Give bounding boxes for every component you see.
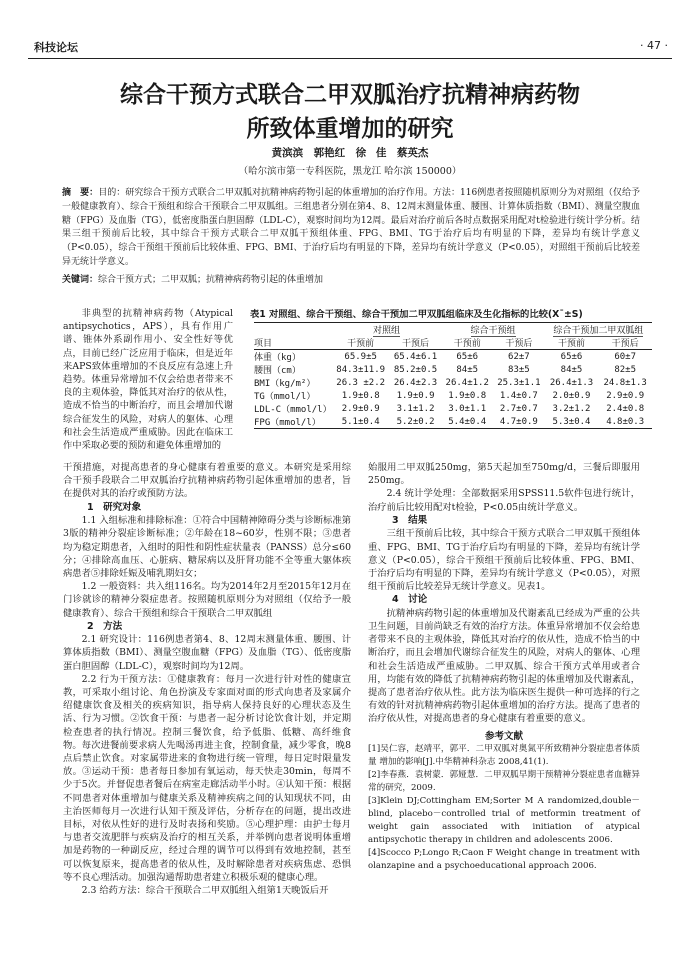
paragraph-1-1: 1.1 入组标准和排除标准：①符合中国精神障碍分类与诊断标准第3版的精神分裂症诊断标准；②年龄在18~60岁，性别不限；③患者均为稳定期患者，入组时的阳性和阴性症状量表（PANSS）总分≤60分；④排除高血压、心脏病、糖尿病以及肝肾功能不全等重大躯体疾病患者⑤排除妊娠及哺乳期妇女；	[63, 515, 351, 579]
table-corner	[254, 323, 332, 337]
abstract-label: 摘 要：	[62, 188, 99, 198]
group-combined-label: 综合干预加二甲双胍组	[553, 326, 644, 336]
reference-item: [4]Scocco P;Longo R;Caon F Weight change in treatment with olanzapine and a psychoeducational approach 2006.	[368, 847, 640, 871]
table-cell: 24.8±1.3	[603, 377, 647, 388]
table-cell: 85.2±0.5	[393, 364, 438, 375]
subhead: 干预前	[332, 336, 390, 350]
group-comprehensive-label: 综合干预组	[470, 326, 516, 336]
table-cell: 2.4±0.8	[606, 403, 645, 414]
paragraph-2-4: 2.4 统计学处理：全部数据采用SPSS11.5软件包进行统计，治疗前后比较用配对t检验，P<0.05由统计学意义。	[368, 488, 640, 513]
keywords	[62, 272, 640, 285]
table-cell: 84.3±11.9	[336, 364, 386, 375]
table-row	[254, 363, 652, 376]
title-line-1: 综合干预方式联合二甲双胍治疗抗精神病药物	[120, 82, 580, 108]
row-label: FPG（mmol/l）	[254, 415, 332, 429]
left-column	[63, 461, 351, 897]
title-line-2: 所致体重增加的研究	[246, 116, 454, 142]
table-cell: 26.4±1.2	[445, 377, 489, 388]
abstract	[62, 187, 640, 270]
authors: 黄滨滨 郭艳红 徐 佳 蔡英杰	[271, 147, 429, 159]
table-cell: 26.4±1.3	[549, 377, 594, 388]
group-header-combined	[545, 323, 652, 337]
table-cell: 5.1±0.4	[332, 415, 390, 429]
results-table	[254, 322, 652, 429]
table-cell: 4.7±0.9	[493, 415, 545, 429]
table-cell: 84±5	[456, 364, 479, 375]
section-heading-4: 4 讨论	[392, 594, 428, 606]
table-cell: 62±7	[508, 351, 530, 362]
table-cell: 2.9±0.9	[606, 390, 645, 401]
paragraph-2-3-continued: 始服用二甲双胍250mg，第5天起加至750mg/d，三餐后即服用250mg。	[368, 462, 640, 487]
table-cell: 3.0±1.1	[448, 403, 487, 414]
paragraph-3: 三组干预前后比较，其中综合干预方式联合二甲双胍干预组体重、FPG、BMI、TG于治疗后均有明显的下降，差异均有统计学意义（P<0.05），综合干预组干预前后比较体重、FPG、BMI、于治疗后均有明显的下降，差异均有统计学意义（P<0.05），对照组干预前后比较差异无统计学意义。见表1。	[368, 528, 640, 593]
right-column	[368, 461, 640, 873]
subhead: 干预前	[441, 336, 493, 350]
references-heading: 参考文献	[484, 730, 523, 742]
table-cell: 3.1±1.2	[396, 403, 435, 414]
section-heading-1: 1 研究对象	[87, 501, 142, 513]
intro-column	[63, 307, 233, 452]
table-cell: 65.9±5	[344, 351, 377, 362]
reference-item: [1]吴仁容，赵靖平，郭平．二甲双胍对奥氮平所致精神分裂症患者体质量 增加的影响[J].中华精神科杂志 2008,41(1).	[368, 743, 640, 767]
subhead: 干预后	[493, 336, 545, 350]
section-heading-3: 3 结果	[392, 514, 428, 526]
table-cell: 1.9±0.8	[448, 390, 487, 401]
group-header-control	[332, 323, 442, 337]
table-cell: 26.4±2.3	[393, 377, 438, 388]
table-cell: 60±7	[614, 351, 636, 362]
group-control-label: 对照组	[372, 326, 400, 336]
subhead: 干预后	[598, 336, 652, 350]
table-cell: 84±5	[560, 364, 583, 375]
table-row	[254, 402, 652, 415]
row-label: 腰围（cm）	[254, 366, 301, 376]
intro-paragraph: 非典型的抗精神病药物（Atypical antipsychotics，APS），具有作用广谱、锥体外系副作用小、安全性好等优点，目前已经广泛应用于临床，但是近年来APS致体重增加的不良反应有急速上升趋势。体重异常增加不仅会给患者带来不良的主观体验，降低其对治疗的依从性，造成不恰当的中断治疗，而且会增加代谢综合征发生的风险，对病人的躯体、心理和社会生活造成严重威胁。因此在临床工作中采取必要的预防和避免体重增加的	[63, 308, 233, 452]
table-cell: 25.3±1.1	[497, 377, 541, 388]
table-row	[254, 415, 652, 429]
table-cell: 65.4±6.1	[393, 351, 438, 362]
table-cell: 2.0±0.9	[552, 390, 591, 401]
table-row	[254, 350, 652, 364]
row-label: TG（mmol/l）	[254, 392, 316, 402]
item-header: 项目	[254, 336, 332, 350]
journal-name: 科技论坛	[34, 41, 78, 54]
running-header	[28, 38, 672, 59]
row-label: 体重（kg）	[254, 353, 301, 363]
table-cell: 5.4±0.4	[441, 415, 493, 429]
section-heading-2: 2 方法	[87, 620, 123, 632]
table-cell: 5.2±0.2	[390, 415, 442, 429]
affiliation: （哈尔滨市第一专科医院，黑龙江 哈尔滨 150000）	[238, 166, 462, 177]
paragraph-2-1: 2.1 研究设计：116例患者第4、8、12周末测量体重、腰围、计算体质指数（BMI）、测量空腹血糖（FPG）及血脂（TG）、低密度脂蛋白胆固醇（LDL-C），观察时间均为12周。	[63, 634, 351, 672]
abstract-text: 目的：研究综合干预方式联合二甲双胍对抗精神病药物引起的体重增加的治疗作用。方法：116例患者按照随机原则分为对照组（仅给予一般健康教育）、综合干预组和综合干预联合二甲双胍组。三组患者分别在第4、8、12周末测量体重、腰围、计算体质指数（BMI）、测量空腹血糖（FPG）及血脂（TG），低密度脂蛋白胆固醇（LDL-C），观察时间均为12周。最后对治疗前后各时点数据采用配对t检验进行统计学分析。结果三组干预前后比较，其中综合干预方式联合二甲双胍干预组体重、FPG、BMI、TG于治疗后均有明显的下降，差异均有统计学意义（P<0.05），综合干预组干预前后比较体重、FPG、BMI、于治疗后均有明显的下降，差异均有统计学意义（P<0.05），对照组干预前后比较差异无统计学意义。	[62, 188, 640, 267]
table-cell: 65±6	[560, 351, 583, 362]
row-label: LDL-C（mmol/l）	[254, 405, 332, 415]
group-header-comprehensive	[441, 323, 544, 337]
keywords-text: 综合干预方式；二甲双胍；抗精神病药物引起的体重增加	[98, 275, 324, 285]
row-label: BMI（kg/m²）	[254, 379, 316, 389]
table-cell: 1.9±0.8	[341, 390, 380, 401]
table-cell: 1.9±0.9	[396, 390, 435, 401]
table-cell: 82±5	[614, 364, 636, 375]
paragraph-2-2: 2.2 行为干预方法：①健康教育：每月一次进行针对性的健康宣教，可采取小组讨论、角色扮演及专家面对面的形式向患者及家属介绍健康饮食及相关的疾病知识，指导病人保持良好的心理状态及生活、行为习惯。②饮食干预：与患者一起分析讨论饮食计划，并定期检查患者的执行情况。控制三餐饮食，给予低脂、低糖、高纤维食物。每次进餐前要求病人先喝汤再进主食，控制食量，减少零食，晚8点后禁止饮食。对家属带进来的食物进行统一管理，每日定时限量发放。③运动干预：患者每日参加有氧运动，每天快走30min，每周不少于5次。并督促患者餐后在病室走廊活动半小时。④认知干预：根据不同患者对体重增加与健康关系及精神疾病之间的认知现状不同，由主治医师每月一次进行认知干预及评估，分析存在的问题，提出改进目标，对依从性好的进行及时表扬和奖励。⑤心理护理：由护士每月与患者交流肥胖与疾病及治疗的相互关系，并举例向患者说明体重增加是药物的一种副反应，经过合理的调节可以得到有效地控制，甚至可以恢复原来，提高患者的依从性，及时解除患者对疾病焦虑、恐惧等不良心理活动。加强沟通帮助患者建立积极乐观的健康心理。	[63, 673, 351, 883]
table-row	[254, 376, 652, 389]
table-cell: 83±5	[508, 364, 530, 375]
table-cell: 1.4±0.7	[499, 390, 538, 401]
paragraph-4: 抗精神病药物引起的体重增加及代谢紊乱已经成为严重的公共卫生问题，目前尚缺乏有效的治疗方法。体重异常增加不仅会给患者带来不良的主观体验，降低其对治疗的依从性，造成不恰当的中断治疗，而且会增加代谢综合征发生的风险，对病人的躯体、心理和社会生活造成严重威胁。二甲双胍、综合干预方式单用或者合用，均能有效的降低了抗精神病药物引起的体重增加及代谢紊乱，提高了患者治疗依从性。此方法为临床医生提供一种可选择的行之有效的针对抗精神病药物引起体重增加的治疗方法。提高了患者的治疗依从性，对提高患者的身心健康有着重要的意义。	[368, 607, 640, 725]
table-cell: 2.9±0.9	[341, 403, 380, 414]
table-cell: 3.2±1.2	[552, 403, 591, 414]
table-caption: 表1 对照组、综合干预组、综合干预加二甲双胍组临床及生化指标的比较(X¯±S)	[250, 309, 583, 320]
table-cell: 5.3±0.4	[545, 415, 599, 429]
paragraph-1-2: 1.2 一般资料：共入组116名。均为2014年2月至2015年12月在门诊就诊的精神分裂症患者。按照随机原则分为对照组（仅给予一般健康教育）、综合干预组和综合干预联合二甲双胍组	[63, 581, 351, 619]
table-cell: 4.8±0.3	[598, 415, 652, 429]
table-cell: 65±6	[456, 351, 479, 362]
reference-item: [2]李春燕．袁树蒙．郭娅慧．二甲双胍早期干预精神分裂症患者血糖异常的研究，2009.	[368, 769, 640, 793]
page-number: · 47 ·	[640, 39, 668, 52]
table-cell: 2.7±0.7	[499, 403, 538, 414]
table-row	[254, 389, 652, 402]
table-cell: 26.3 ±2.2	[336, 377, 386, 388]
keywords-label: 关键词：	[62, 275, 99, 285]
subhead: 干预后	[390, 336, 442, 350]
paper-title	[0, 78, 700, 146]
table-body	[254, 350, 652, 429]
subhead: 干预前	[545, 336, 599, 350]
paragraph-2-3: 2.3 给药方法：综合干预联合二甲双胍组入组第1天晚饭后开	[81, 885, 329, 897]
intro-continued: 干预措施，对提高患者的身心健康有着重要的意义。本研究是采用综合干预手段联合二甲双胍治疗抗精神病药物引起体重增加的患者，旨在提供对其的治疗或预防方法。	[63, 462, 351, 500]
reference-item: [3]Klein DJ;Cottingham EM;Sorter M A randomized,double－blind, placebo－controlled trial of metformin treatment of weight gain associated with initiation of atypical antipsychotic therapy in children and adolescents 2006.	[368, 795, 640, 845]
